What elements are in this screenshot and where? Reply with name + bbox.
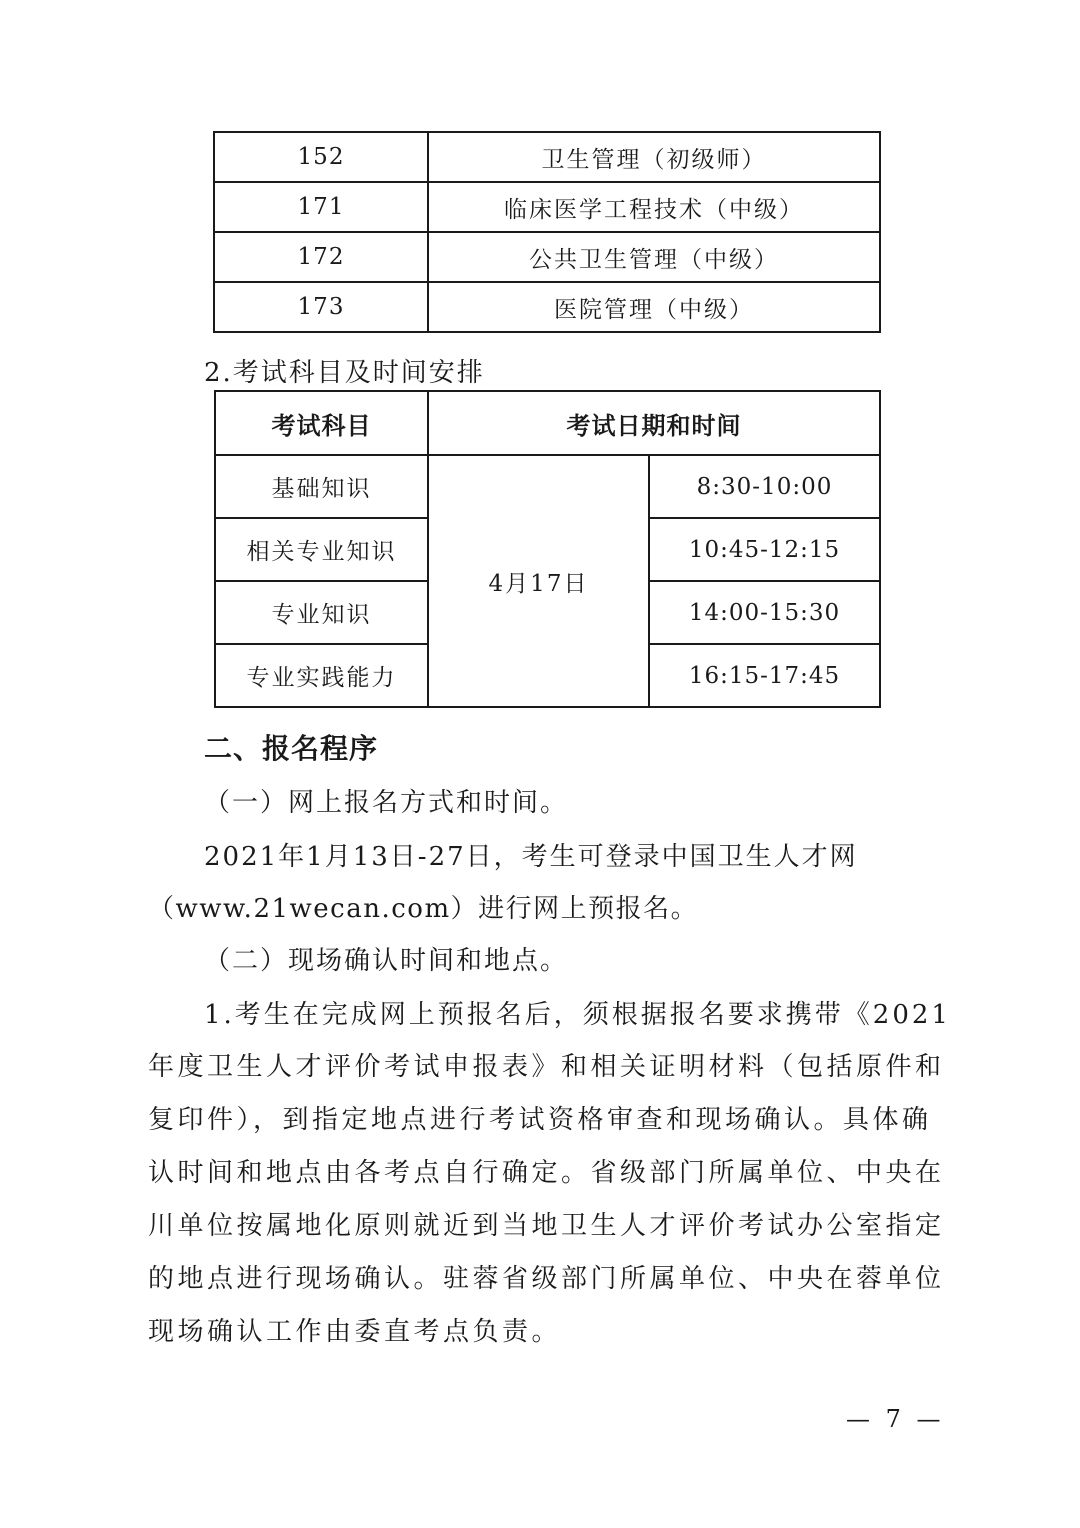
table-row — [214, 232, 880, 282]
paragraph-line: 1.考生在完成网上预报名后，须根据报名要求携带《2021 — [204, 1000, 951, 1030]
code-cell: 173 — [214, 282, 428, 332]
table-row — [215, 455, 880, 518]
paragraph-line: （www.21wecan.com）进行网上预报名。 — [148, 894, 699, 924]
time-cell: 10:45-12:15 — [649, 518, 880, 581]
name-cell: 临床医学工程技术（中级） — [428, 182, 880, 232]
subject-cell: 专业实践能力 — [215, 644, 428, 707]
paragraph-line: 的地点进行现场确认。驻蓉省级部门所属单位、中央在蓉单位 — [148, 1264, 945, 1294]
time-cell: 14:00-15:30 — [649, 581, 880, 644]
time-cell: 16:15-17:45 — [649, 644, 880, 707]
section-title: 二、报名程序 — [204, 732, 379, 765]
paragraph-line: 年度卫生人才评价考试申报表》和相关证明材料（包括原件和 — [148, 1052, 945, 1082]
header-subject: 考试科目 — [215, 391, 428, 455]
subject-cell: 专业知识 — [215, 581, 428, 644]
paragraph-line: 复印件），到指定地点进行考试资格审查和现场确认。具体确 — [148, 1105, 932, 1135]
table-row — [214, 282, 880, 332]
name-cell: 卫生管理（初级师） — [428, 132, 880, 182]
date-cell: 4月17日 — [428, 455, 649, 707]
section-heading-schedule: 2.考试科目及时间安排 — [204, 358, 485, 388]
subsection-heading-online: （一）网上报名方式和时间。 — [204, 788, 569, 818]
code-cell: 171 — [214, 182, 428, 232]
exam-schedule-table — [214, 390, 881, 708]
time-cell: 8:30-10:00 — [649, 455, 880, 518]
table-row — [214, 182, 880, 232]
table-header-row — [215, 391, 880, 455]
page-number: — 7 — — [846, 1405, 945, 1433]
paragraph-line: 现场确认工作由委直考点负责。 — [148, 1317, 562, 1347]
code-cell: 172 — [214, 232, 428, 282]
subject-cell: 基础知识 — [215, 455, 428, 518]
subject-cell: 相关专业知识 — [215, 518, 428, 581]
paragraph-line: 2021年1月13日-27日，考生可登录中国卫生人才网 — [204, 842, 858, 872]
paragraph-line: 川单位按属地化原则就近到当地卫生人才评价考试办公室指定 — [148, 1211, 945, 1241]
table-row — [214, 132, 880, 182]
subject-code-table — [213, 131, 881, 333]
paragraph-line: 认时间和地点由各考点自行确定。省级部门所属单位、中央在 — [148, 1158, 945, 1188]
name-cell: 公共卫生管理（中级） — [428, 232, 880, 282]
name-cell: 医院管理（中级） — [428, 282, 880, 332]
header-datetime: 考试日期和时间 — [428, 391, 880, 455]
subsection-heading-onsite: （二）现场确认时间和地点。 — [204, 946, 569, 976]
code-cell: 152 — [214, 132, 428, 182]
